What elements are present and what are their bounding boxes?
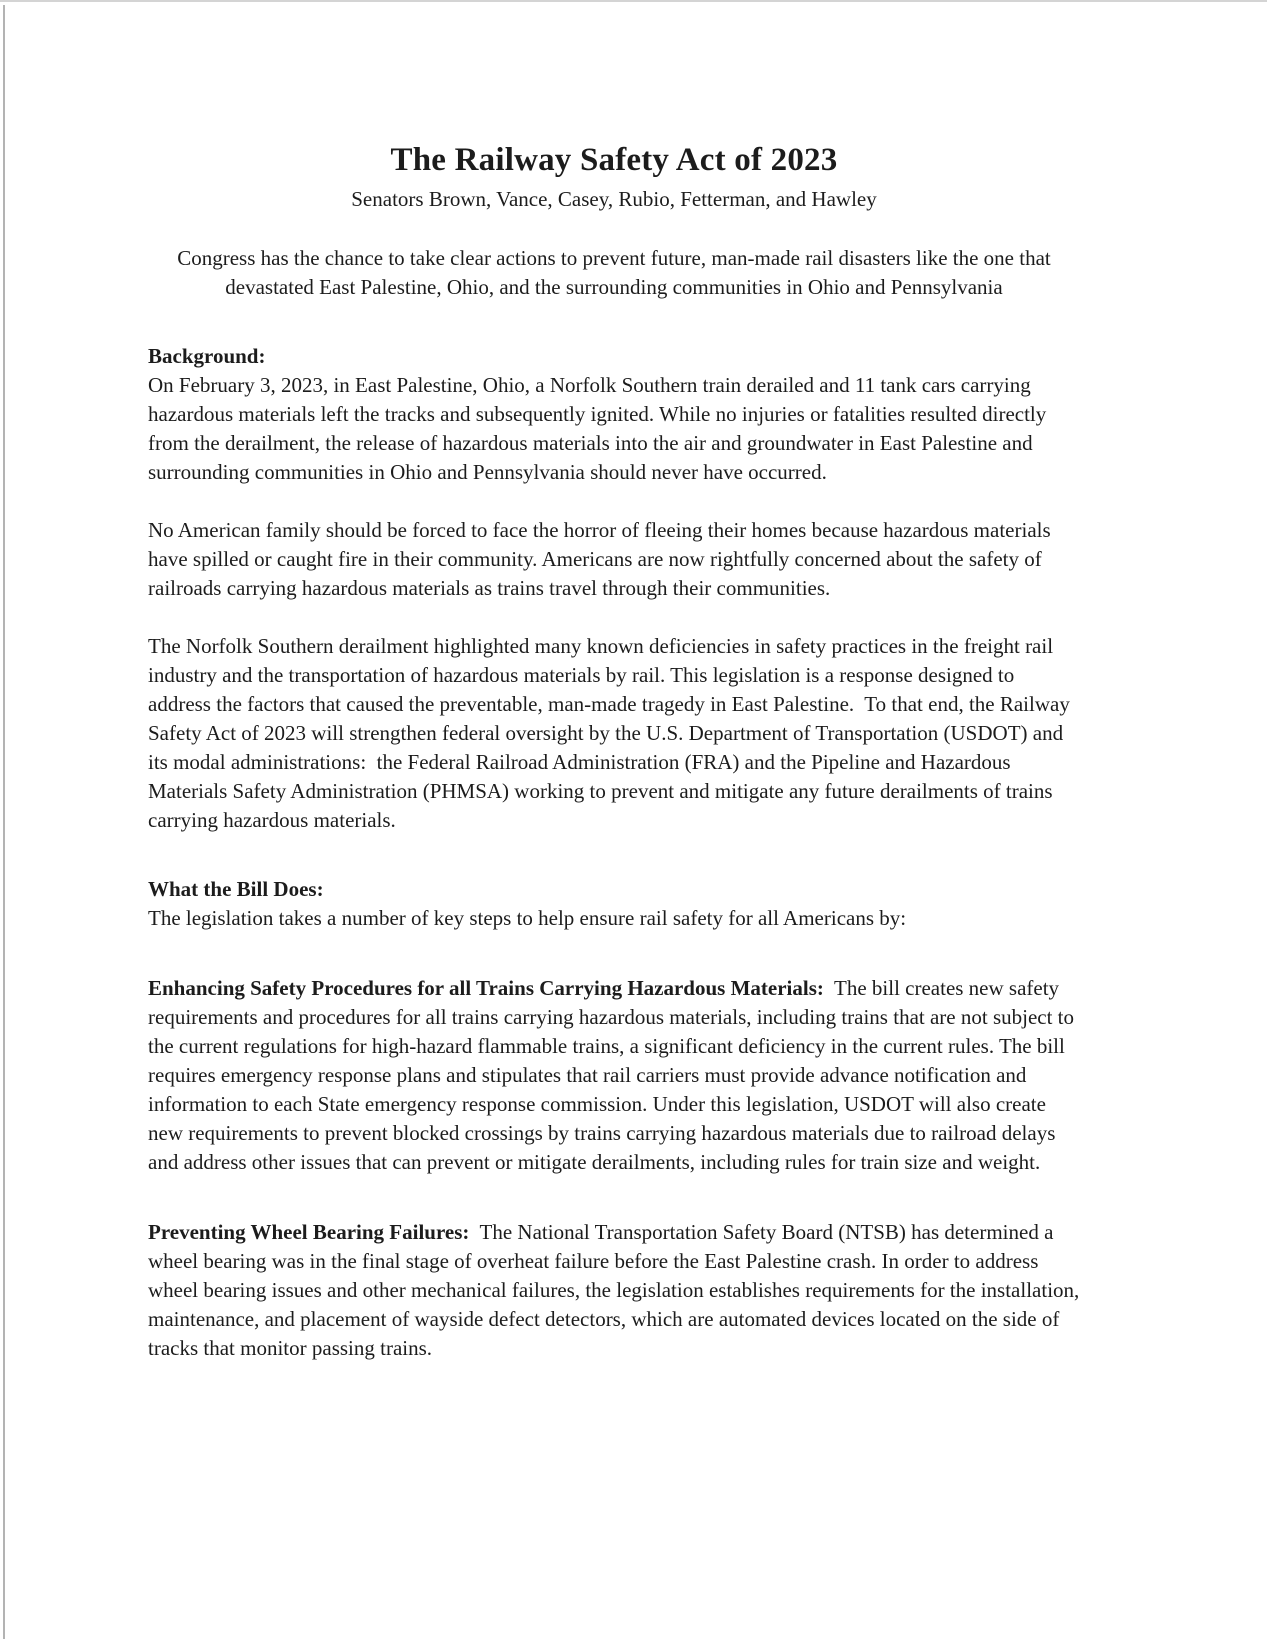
provision-lead-enhancing-safety: Enhancing Safety Procedures for all Trains Carrying Hazardous Materials:: [148, 976, 824, 1000]
provision-preventing-wheel-bearing-failures: [148, 1218, 1085, 1363]
background-paragraph-1: On February 3, 2023, in East Palestine, Ohio, a Norfolk Southern train derailed and 11 tank cars carrying hazardous materials left the tracks and subsequently ignited. While no injuries or fatalities resulted directly from the derailment, the release of hazardous materials into the air and groundwater in East Palestine and surrounding communities in Ohio and Pennsylvania should never have occurred.: [148, 373, 1052, 484]
bill-intro-paragraph: The legislation takes a number of key steps to help ensure rail safety for all Americans by:: [148, 906, 907, 930]
background-heading: Background:: [148, 344, 266, 368]
provision-text-wheel-bearing: The National Transportation Safety Board (NTSB) has determined a wheel bearing was in the final stage of overheat failure before the East Palestine crash. In order to address wheel bearing issues and other mechanical failures, the legislation establishes requirements for the installation, maintenance, and placement of wayside defect detectors, which are automated devices located on the side of tracks that monitor passing trains.: [148, 1220, 1085, 1360]
what-the-bill-does-heading: What the Bill Does:: [148, 877, 324, 901]
document-byline: Senators Brown, Vance, Casey, Rubio, Fetterman, and Hawley: [351, 187, 877, 211]
background-paragraph-2: No American family should be forced to face the horror of fleeing their homes because hazardous materials have spilled or caught fire in their community. Americans are now rightfully concerned about the safety of railroads carrying hazardous materials as trains travel through their communities.: [148, 518, 1056, 600]
background-paragraph-3: The Norfolk Southern derailment highlighted many known deficiencies in safety practices in the freight rail industry and the transportation of hazardous materials by rail. This legislation is a response designed to address the factors that caused the preventable, man-made tragedy in East Palestine. To that end, the Railway Safety Act of 2023 will strengthen federal oversight by the U.S. Department of Transportation (USDOT) and its modal administrations: the Federal Railroad Administration (FRA) and the Pipeline and Hazardous Materials Safety Administration (PHMSA) working to prevent and mitigate any future derailments of trains carrying hazardous materials.: [148, 634, 1076, 832]
provision-text-enhancing-safety: The bill creates new safety requirements and procedures for all trains carrying hazardous materials, including trains that are not subject to the current regulations for high-hazard flammable trains, a significant deficiency in the current rules. The bill requires emergency response plans and stipulates that rail carriers must provide advance notification and information to each State emergency response commission. Under this legislation, USDOT will also create new requirements to prevent blocked crossings by trains carrying hazardous materials due to railroad delays and address other issues that can prevent or mitigate derailments, including rules for train size and weight.: [148, 976, 1080, 1174]
document-title: The Railway Safety Act of 2023: [390, 142, 838, 178]
provision-enhancing-safety-procedures: [148, 974, 1080, 1177]
intro-paragraph: Congress has the chance to take clear actions to prevent future, man-made rail disasters like the one that devastated East Palestine, Ohio, and the surrounding communities in Ohio and Pennsylvania: [177, 246, 1056, 299]
provision-lead-wheel-bearing: Preventing Wheel Bearing Failures:: [148, 1220, 470, 1244]
